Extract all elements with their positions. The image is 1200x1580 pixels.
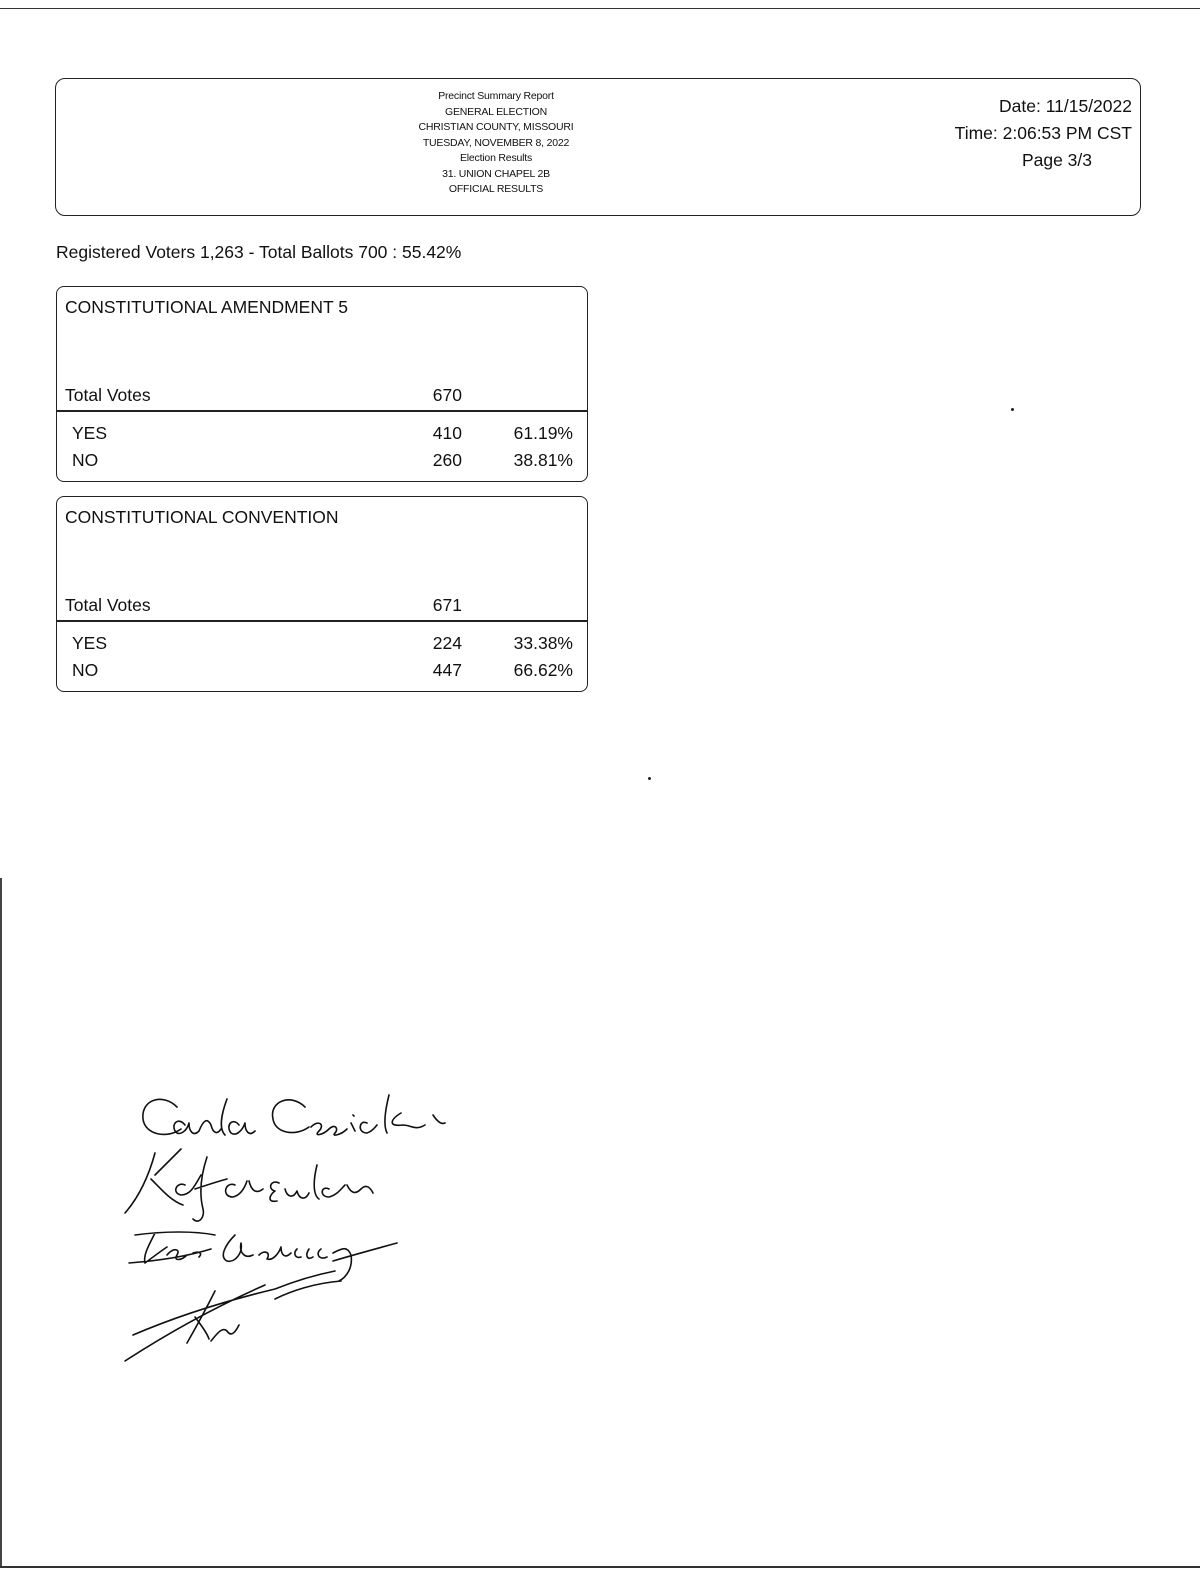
results-label: Election Results	[459, 152, 533, 164]
choice-row	[57, 450, 587, 476]
report-title-block	[396, 89, 596, 198]
scan-speck	[1011, 408, 1014, 411]
choice-percent: 38.81%	[513, 450, 573, 470]
choice-percent: 66.62%	[513, 660, 573, 680]
report-title: Precinct Summary Report	[438, 90, 554, 102]
report-time: Time: 2:06:53 PM CST	[954, 123, 1132, 143]
report-meta	[955, 93, 1132, 174]
total-votes-value: 671	[432, 595, 462, 615]
choice-name: NO	[72, 660, 99, 680]
choice-name: NO	[72, 450, 99, 470]
signature-1	[143, 1095, 445, 1135]
precinct-name: 31. UNION CHAPEL 2B	[442, 167, 550, 180]
signatures	[115, 1085, 465, 1375]
report-header	[55, 78, 1141, 216]
choice-name: YES	[72, 423, 108, 443]
scan-edge-bottom	[0, 1566, 1200, 1568]
signature-3	[129, 1232, 397, 1281]
total-votes-value: 670	[432, 385, 462, 405]
choice-votes: 410	[432, 423, 462, 443]
choice-row	[57, 423, 587, 449]
turnout-summary: Registered Voters 1,263 - Total Ballots 700 : 55.42%	[56, 242, 462, 262]
county-name: CHRISTIAN COUNTY, MISSOURI	[418, 121, 574, 133]
scan-speck	[648, 777, 651, 780]
contest-divider	[57, 620, 587, 622]
signature-4	[125, 1271, 341, 1361]
contest-amendment-5	[56, 286, 588, 482]
results-status: OFFICIAL RESULTS	[448, 183, 544, 195]
choice-percent: 61.19%	[513, 423, 573, 443]
choice-row	[57, 660, 587, 686]
signature-2	[125, 1149, 373, 1221]
election-name: GENERAL ELECTION	[444, 105, 548, 118]
total-votes-label: Total Votes	[65, 595, 151, 615]
contest-title: CONSTITUTIONAL AMENDMENT 5	[65, 297, 348, 317]
choice-percent: 33.38%	[513, 633, 573, 653]
contest-constitutional-convention	[56, 496, 588, 692]
choice-name: YES	[72, 633, 108, 653]
choice-votes: 224	[432, 633, 462, 653]
choice-votes: 447	[432, 660, 462, 680]
total-votes-label: Total Votes	[65, 385, 151, 405]
contest-divider	[57, 410, 587, 412]
scan-edge-top	[0, 8, 1200, 9]
election-date: TUESDAY, NOVEMBER 8, 2022	[422, 136, 570, 149]
report-date: Date: 11/15/2022	[999, 96, 1132, 116]
page-number: Page 3/3	[1021, 150, 1092, 170]
choice-row	[57, 633, 587, 659]
contest-title: CONSTITUTIONAL CONVENTION	[65, 507, 339, 527]
choice-votes: 260	[432, 450, 462, 470]
scan-edge-left	[0, 878, 2, 1568]
